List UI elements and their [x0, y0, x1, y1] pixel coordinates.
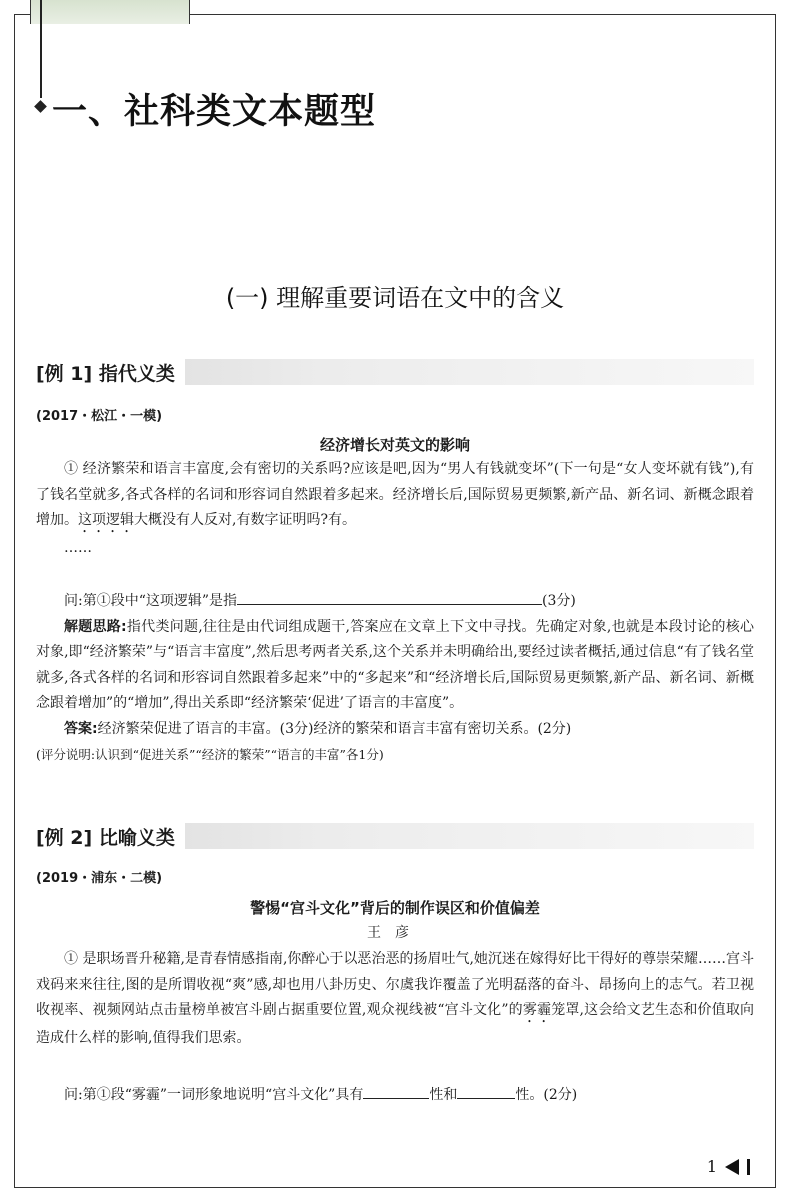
example1-ellipsis: …… — [64, 540, 92, 556]
example2-source: (2019・浦东・二模) — [36, 871, 163, 886]
example2-question — [36, 1082, 754, 1109]
example2-para-text-end: 笼罩,这会给文艺生态和价值取向造成什么样的影响,值得我们思索。 — [36, 1002, 755, 1046]
example1-answer — [36, 717, 754, 743]
subsection-title: (一) 理解重要词语在文中的含义 — [225, 284, 565, 312]
example1-label: [例 1] 指代义类 — [34, 359, 185, 386]
example1-question-score: (3分) — [542, 593, 576, 609]
example1-paragraph — [36, 457, 754, 536]
example1-answer-blank[interactable] — [237, 588, 542, 605]
example2-paragraph — [36, 947, 754, 1052]
example1-para-text-end: 大概没有人反对,有数字证明吗?有。 — [134, 512, 356, 528]
header-tab-decoration — [30, 0, 190, 24]
example1-para-text: ① 经济繁荣和语言丰富度,会有密切的关系吗?应该是吧,因为“男人有钱就变坏”(下一句是“女人变坏就有钱”),有了钱名堂就多,各式各样的名词和形容词自然跟着多起来。经济增长后,国际贸易更频繁,新产品、新名词、新概念跟着增加。 — [36, 461, 754, 528]
example2-dotted-term: 雾霾 — [522, 1002, 552, 1018]
example2-header — [34, 821, 754, 851]
page-number: 1 — [706, 1157, 717, 1176]
example2-para-text: ① 是职场晋升秘籍,是青春情感指南,你醉心于以恶治恶的扬眉吐气,她沉迷在嫁得好比干得好的尊崇荣耀……宫斗戏码来来往往,图的是所谓收视“爽”感,却也用八卦历史、尔虞我诈覆盖了光明磊落的奋斗、昂扬向上的志气。若卫视收视率、视频网站点击量榜单被宫斗剧占据重要位置,观众视线被“宫斗文化”的 — [36, 951, 754, 1018]
example1-question — [36, 588, 754, 615]
example1-passage — [36, 457, 754, 562]
example1-article-title: 经济增长对英文的影响 — [319, 436, 470, 454]
example2-author: 王彦 — [367, 925, 423, 941]
example2-qa — [36, 1082, 754, 1109]
example1-dotted-term: 这项逻辑 — [78, 512, 134, 528]
margin-line-decoration — [40, 0, 42, 98]
example1-source: (2017・松江・一模) — [36, 409, 163, 424]
example2-question-text: 问:第①段“雾霾”一词形象地说明“宫斗文化”具有 — [64, 1087, 364, 1103]
example1-analysis-text: 指代类问题,往往是由代词组成题干,答案应在文章上下文中寻找。先确定对象,也就是本段讨论的核心对象,即“经济繁荣”与“语言丰富度”,然后思考两者关系,这个关系并未明确给出,要经过读者概括,通过信息“有了钱名堂就多,各式各样的名词和形容词自然跟着多起来”中的“多起来”和“经济增长后,国际贸易更频繁,新产品、新名词、新概念跟着增加”的“增加”,得出关系即“经济繁荣‘促进’了语言的丰富度”。 — [36, 618, 754, 711]
example2-passage — [36, 947, 754, 1052]
example2-question-mid: 性和 — [429, 1087, 458, 1103]
example1-question-text: 问:第①段中“这项逻辑”是指 — [64, 593, 238, 609]
section-title: 一、社科类文本题型 — [52, 92, 377, 132]
page-marker-bar-icon — [747, 1159, 750, 1175]
example2-answer-blank-2[interactable] — [457, 1082, 515, 1099]
example2-article-title: 警惕“宫斗文化”背后的制作误区和价值偏差 — [250, 899, 540, 917]
example1-qa — [36, 588, 754, 768]
example2-answer-blank-1[interactable] — [363, 1082, 429, 1099]
example1-scoring-note: (评分说明:认识到“促进关系”“经济的繁荣”“语言的丰富”各1分) — [36, 747, 384, 762]
example1-answer-text: 经济繁荣促进了语言的丰富。(3分)经济的繁荣和语言丰富有密切关系。(2分) — [97, 720, 572, 737]
left-arrow-icon — [725, 1159, 739, 1175]
example2-question-suffix: 性。(2分) — [515, 1087, 578, 1103]
example1-analysis — [36, 615, 754, 717]
example2-label: [例 2] 比喻义类 — [34, 823, 185, 850]
example1-analysis-label: 解题思路: — [64, 618, 127, 635]
example1-header — [34, 357, 754, 387]
example1-answer-label: 答案: — [64, 720, 98, 737]
page-footer — [707, 1157, 750, 1176]
